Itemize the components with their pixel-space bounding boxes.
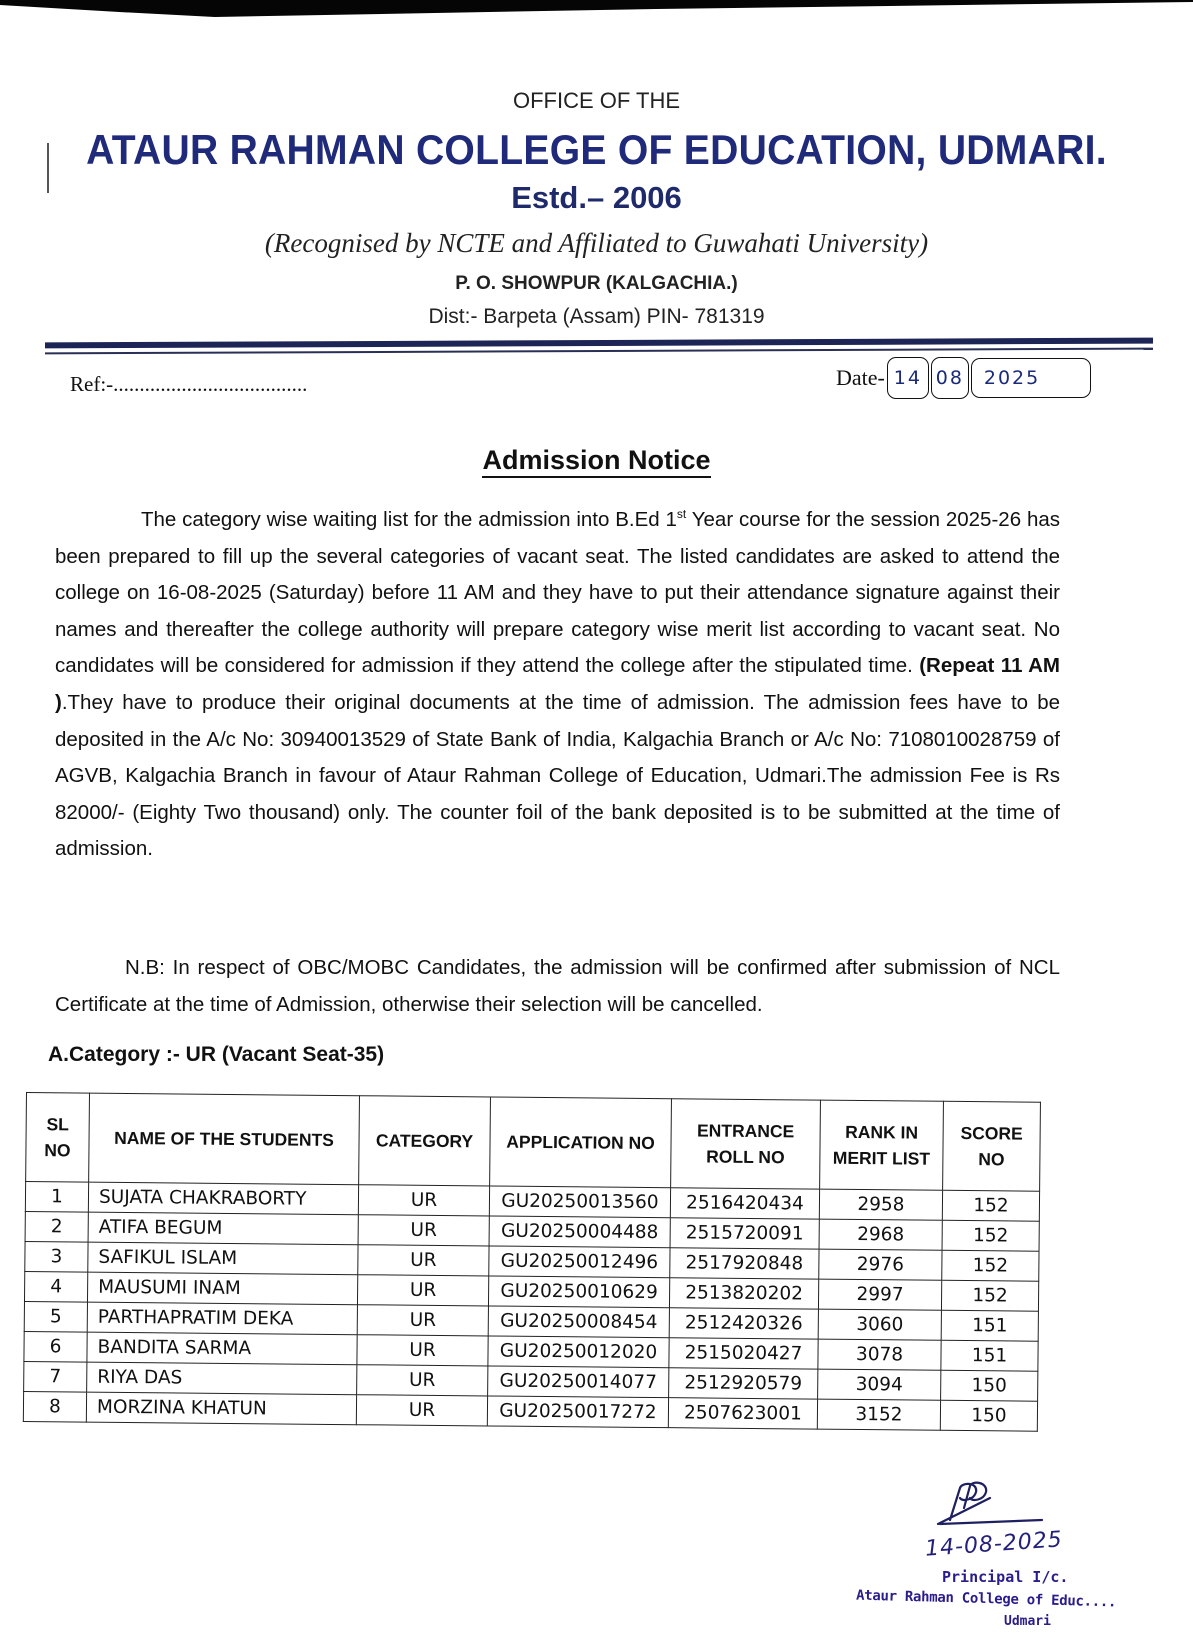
cell-sl: 4 — [24, 1271, 87, 1302]
reference-value: ..................................... — [113, 372, 308, 396]
col-roll-no: ENTRANCE ROLL NO — [671, 1099, 821, 1189]
cell-rank: 3152 — [817, 1399, 940, 1430]
table-header-row — [26, 1093, 1041, 1192]
cell-category: UR — [358, 1245, 489, 1276]
date-label: Date- — [836, 365, 885, 390]
para-text-c: .They have to produce their original documents at the time of admission. The admission fees have to be deposited in the A/c No: 30940013529 of State Bank of India, Kalgachia Branch or A/c No: 7108010028759 of AGVB, Kalgachia Branch in favour of Ataur Rahman College of Education, Udmari.The admission Fee is Rs 82000/- (Eighty Two thousand) only. The counter foil of the bank deposited is to be submitted at the time of admission. — [55, 690, 1060, 861]
cell-name: SUJATA CHAKRABORTY — [88, 1182, 358, 1215]
cell-name: SAFIKUL ISLAM — [88, 1242, 358, 1275]
col-rank: RANK IN MERIT LIST — [820, 1100, 944, 1190]
cell-sl: 6 — [24, 1331, 87, 1362]
cell-roll: 2512420326 — [669, 1308, 818, 1339]
waiting-list-table — [23, 1092, 1041, 1432]
cell-rank: 2968 — [819, 1219, 942, 1250]
cell-score: 152 — [941, 1280, 1038, 1311]
header-rule-thin — [45, 348, 1153, 355]
cell-sl: 7 — [24, 1361, 87, 1392]
cell-score: 150 — [941, 1370, 1038, 1401]
college-name: ATAUR RAHMAN COLLEGE OF EDUCATION, UDMARI. — [86, 126, 1107, 173]
cell-category: UR — [357, 1365, 488, 1396]
cell-application: GU20250014077 — [488, 1366, 669, 1398]
cell-rank: 2976 — [819, 1249, 942, 1280]
cell-category: UR — [357, 1305, 488, 1336]
reference-label: Ref:- — [70, 372, 114, 396]
category-heading: A.Category :- UR (Vacant Seat-35) — [48, 1043, 385, 1066]
nb-paragraph: N.B: In respect of OBC/MOBC Candidates, the admission will be confirmed after submission of NCL Certificate at the time of Admission, otherwise their selection will be cancelled. — [55, 956, 1060, 1016]
cell-rank: 3078 — [818, 1339, 941, 1370]
cell-category: UR — [356, 1395, 487, 1426]
col-category: CATEGORY — [359, 1096, 491, 1186]
cell-sl: 2 — [25, 1211, 88, 1242]
cell-sl: 5 — [24, 1301, 87, 1332]
established-year: Estd.– 2006 — [511, 180, 682, 215]
notice-title — [0, 445, 1193, 476]
cell-application: GU20250004488 — [489, 1216, 670, 1248]
col-score: SCORE NO — [943, 1101, 1041, 1191]
cell-category: UR — [357, 1275, 488, 1306]
post-office-line: P. O. SHOWPUR (KALGACHIA.) — [455, 273, 738, 294]
cell-category: UR — [357, 1335, 488, 1366]
cell-score: 150 — [940, 1400, 1037, 1431]
cell-rank: 3094 — [818, 1369, 941, 1400]
cell-score: 151 — [941, 1340, 1038, 1371]
ordinal-suffix: st — [676, 507, 687, 522]
signature-date: 14-08-2025 — [924, 1527, 1064, 1562]
cell-name: ATIFA BEGUM — [88, 1212, 358, 1245]
header-rule-thick — [45, 338, 1153, 349]
para-text-b: Year course for the session 2025-26 has been prepared to fill up the several categories of vacant seat. The listed candidates are asked to attend the college on 16-08-2025 (Saturday) before 11 AM and they have to put their attendance signature against their names and thereafter the college authority will prepare category wise merit list according to vacant seat. No candidates will be considered for admission if they attend the college after the stipulated time. — [55, 508, 1060, 678]
stamp-place: Udmari — [1004, 1614, 1051, 1629]
repeat-time-emphasis: (Repeat 11 AM ) — [55, 654, 1060, 714]
cell-category: UR — [358, 1185, 489, 1216]
date-year-box: 2025 — [971, 358, 1091, 398]
cell-application: GU20250012496 — [489, 1246, 670, 1278]
cell-name: PARTHAPRATIM DEKA — [87, 1302, 357, 1335]
notice-body-paragraph — [55, 502, 1060, 868]
date-field — [836, 357, 1091, 399]
date-day-box: 14 — [887, 357, 929, 399]
recognition-line: (Recognised by NCTE and Affiliated to Guwahati University) — [264, 228, 929, 258]
cell-rank: 2958 — [819, 1189, 942, 1220]
cell-score: 152 — [942, 1250, 1039, 1281]
col-application-no: APPLICATION NO — [490, 1097, 672, 1188]
cell-score: 152 — [942, 1190, 1039, 1221]
cell-application: GU20250012020 — [488, 1336, 669, 1368]
cell-roll: 2513820202 — [669, 1278, 818, 1309]
col-sl-no: SL NO — [26, 1093, 90, 1183]
cell-application: GU20250010629 — [488, 1276, 669, 1308]
cell-name: MAUSUMI INAM — [87, 1272, 357, 1305]
cell-roll: 2515720091 — [670, 1218, 819, 1249]
para-text-a: The category wise waiting list for the admission into B.Ed 1 — [141, 508, 677, 531]
cell-name: MORZINA KHATUN — [86, 1392, 356, 1425]
cell-name: RIYA DAS — [87, 1362, 357, 1395]
cell-name: BANDITA SARMA — [87, 1332, 357, 1365]
cell-score: 151 — [941, 1310, 1038, 1341]
cell-sl: 3 — [25, 1241, 88, 1272]
district-line: Dist:- Barpeta (Assam) PIN- 781319 — [428, 305, 765, 328]
cell-roll: 2516420434 — [670, 1188, 819, 1219]
cell-roll: 2515020427 — [669, 1338, 818, 1369]
stamp-college-name: Ataur Rahman College of Educ.... — [855, 1587, 1117, 1611]
date-month-box: 08 — [931, 357, 969, 399]
cell-application: GU20250013560 — [489, 1186, 670, 1218]
stamp-designation: Principal I/c. — [942, 1568, 1069, 1586]
cell-rank: 2997 — [818, 1279, 941, 1310]
cell-roll: 2507623001 — [668, 1398, 817, 1429]
reference-field — [70, 372, 307, 397]
office-of-label: OFFICE OF THE — [512, 88, 681, 113]
cell-sl: 1 — [25, 1182, 88, 1213]
cell-score: 152 — [942, 1220, 1039, 1251]
cell-roll: 2517920848 — [670, 1248, 819, 1279]
cell-application: GU20250008454 — [488, 1306, 669, 1338]
principal-signature-icon — [930, 1480, 1050, 1530]
cell-rank: 3060 — [818, 1309, 941, 1340]
cell-sl: 8 — [23, 1391, 86, 1422]
cell-category: UR — [358, 1215, 489, 1246]
notice-title-text: Admission Notice — [482, 445, 710, 478]
cell-application: GU20250017272 — [487, 1396, 668, 1428]
scan-edge-shadow — [0, 0, 1193, 22]
cell-roll: 2512920579 — [669, 1368, 818, 1399]
col-name: NAME OF THE STUDENTS — [89, 1093, 360, 1185]
